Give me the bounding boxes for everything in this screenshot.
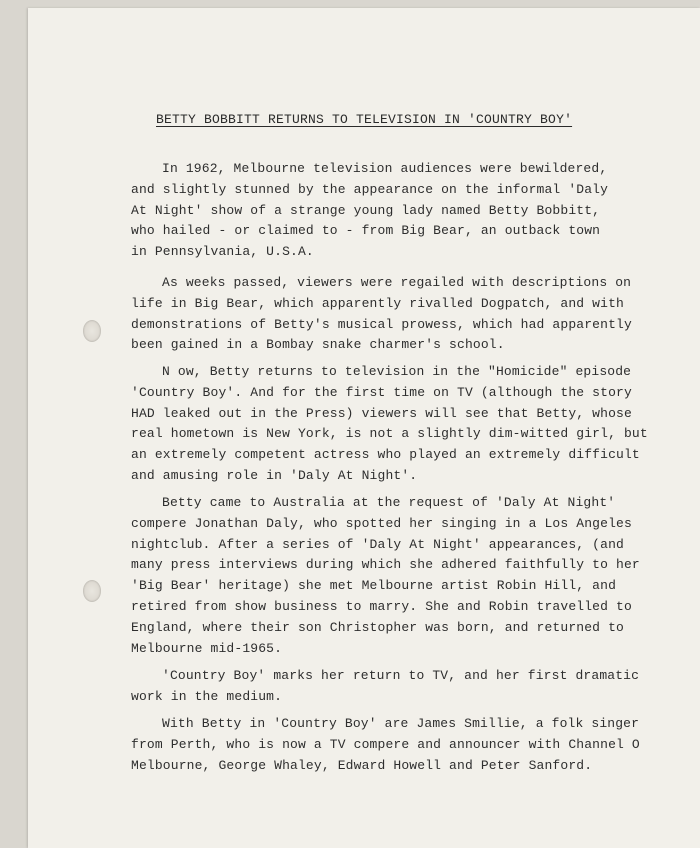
text-line: N ow, Betty returns to television in the "Homicide" episode <box>162 364 632 379</box>
paragraph-3 <box>131 362 648 487</box>
punch-hole-bottom <box>83 580 101 602</box>
text-line: demonstrations of Betty's musical prowess, which had apparently <box>131 316 632 332</box>
text-line: real hometown is New York, is not a slightly dim-witted girl, but <box>131 426 648 442</box>
text-line: and slightly stunned by the appearance on the informal 'Daly <box>131 181 609 197</box>
text-line: Betty came to Australia at the request of 'Daly At Night' <box>162 495 616 510</box>
text-line: Melbourne mid-1965. <box>131 640 283 656</box>
text-line: work in the medium. <box>131 688 283 704</box>
text-line: life in Big Bear, which apparently rivalled Dogpatch, and with <box>131 295 624 311</box>
paragraph-4 <box>131 493 640 659</box>
text-line: At Night' show of a strange young lady named Betty Bobbitt, <box>131 202 601 218</box>
text-line: nightclub. After a series of 'Daly At Night' appearances, (and <box>131 536 624 552</box>
text-line: from Perth, who is now a TV compere and announcer with Channel O <box>131 736 640 752</box>
text-line: As weeks passed, viewers were regailed with descriptions on <box>162 275 632 290</box>
text-line: compere Jonathan Daly, who spotted her singing in a Los Angeles <box>131 515 632 531</box>
paragraph-5 <box>131 666 639 708</box>
text-line: 'Country Boy' marks her return to TV, and her first dramatic <box>162 668 640 683</box>
text-line: many press interviews during which she adhered faithfully to her <box>131 557 640 573</box>
text-line: in Pennsylvania, U.S.A. <box>131 244 314 260</box>
text-line: been gained in a Bombay snake charmer's school. <box>131 337 505 353</box>
text-line: retired from show business to marry. She and Robin travelled to <box>131 598 632 614</box>
page-title: BETTY BOBBITT RETURNS TO TELEVISION IN 'COUNTRY BOY' <box>156 112 573 127</box>
document-page <box>28 8 700 848</box>
paragraph-6 <box>131 714 640 776</box>
punch-hole-top <box>83 320 101 342</box>
paragraph-1 <box>131 159 608 263</box>
text-line: HAD leaked out in the Press) viewers will see that Betty, whose <box>131 405 632 421</box>
text-line: In 1962, Melbourne television audiences were bewildered, <box>162 161 608 176</box>
text-line: and amusing role in 'Daly At Night'. <box>131 467 418 483</box>
text-line: With Betty in 'Country Boy' are James Smillie, a folk singer <box>162 716 640 731</box>
text-line: England, where their son Christopher was born, and returned to <box>131 619 624 635</box>
paragraph-2 <box>131 273 632 356</box>
text-line: 'Big Bear' heritage) she met Melbourne artist Robin Hill, and <box>131 578 617 594</box>
text-line: Melbourne, George Whaley, Edward Howell and Peter Sanford. <box>131 757 593 773</box>
text-line: 'Country Boy'. And for the first time on TV (although the story <box>131 384 632 400</box>
text-line: an extremely competent actress who played an extremely difficult <box>131 447 640 463</box>
text-line: who hailed - or claimed to - from Big Bear, an outback town <box>131 223 601 239</box>
